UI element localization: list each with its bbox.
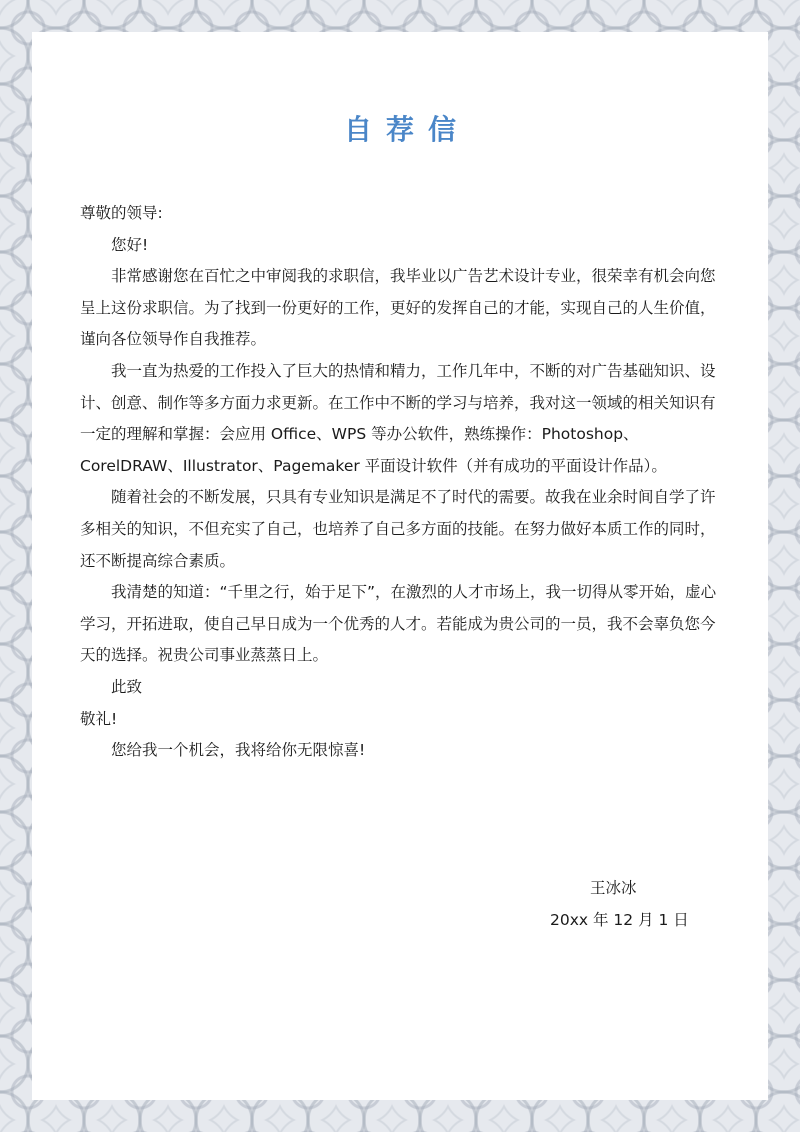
closing-line: 您给我一个机会，我将给你无限惊喜! bbox=[111, 741, 366, 760]
letter-body bbox=[80, 198, 720, 767]
signature-date: 20xx 年 12 月 1 日 bbox=[550, 911, 689, 929]
paragraph-3: 随着社会的不断发展，只具有专业知识是满足不了时代的需要。故我在业余时间自学了许多相关的知识，不但充实了自己，也培养了自己多方面的技能。在努力做好本质工作的同时，还不断提高综合素质。 bbox=[80, 488, 716, 570]
closing-salute: 敬礼! bbox=[80, 709, 118, 728]
paragraph-1: 非常感谢您在百忙之中审阅我的求职信，我毕业以广告艺术设计专业，很荣幸有机会向您呈上这份求职信。为了找到一份更好的工作，更好的发挥自己的才能，实现自己的人生价值，谨向各位领导作自我推荐。 bbox=[80, 267, 716, 349]
salutation: 尊敬的领导: bbox=[80, 204, 163, 222]
paragraph-4: 我清楚的知道：“千里之行，始于足下”，在激烈的人才市场上，我一切得从零开始，虚心学习，开拓进取，使自己早日成为一个优秀的人才。若能成为贵公司的一员，我不会辜负您今天的选择。祝贵公司事业蒸蒸日上。 bbox=[80, 583, 717, 665]
letter-title: 自荐信 bbox=[343, 113, 470, 146]
signature-name: 王冰冰 bbox=[590, 879, 637, 897]
paragraph-2: 我一直为热爱的工作投入了巨大的热情和精力，工作几年中，不断的对广告基础知识、设计、创意、制作等多方面力求更新。在工作中不断的学习与培养，我对这一领域的相关知识有一定的理解和掌握：会应用 Office、WPS 等办公软件，熟练操作：Photoshop、CorelDRAW、Illustrator、Pagemaker 平面设计软件（并有成功的平面设计作品）。 bbox=[80, 361, 716, 475]
greeting: 您好! bbox=[111, 235, 149, 254]
signature-block bbox=[500, 872, 720, 936]
closing-regards: 此致 bbox=[111, 677, 143, 696]
